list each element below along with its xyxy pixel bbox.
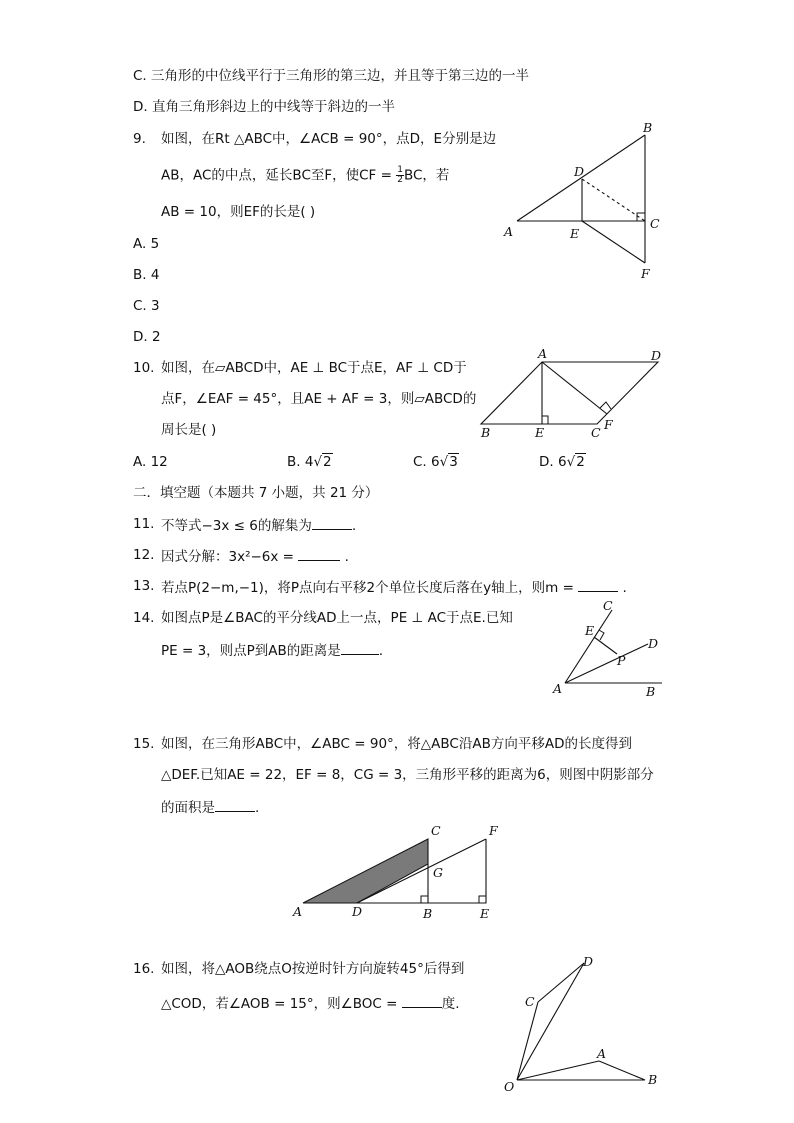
q15-label-f: F [489, 823, 498, 838]
q13-number: 13. [133, 578, 155, 594]
q15-line1: 如图，在三角形ABC中，∠ABC = 90°，将△ABC沿AB方向平移AD的长度得到 [161, 736, 632, 752]
section-fill-in-title: 二．填空题（本题共 7 小题，共 21 分） [133, 485, 379, 501]
q8-option-d: D. 直角三角形斜边上的中线等于斜边的一半 [133, 99, 395, 115]
q10-option-b-pre: B. 4 [287, 454, 314, 470]
q9-label-d: D [574, 164, 585, 179]
q9-fraction [396, 166, 404, 185]
q15-label-c: C [431, 823, 441, 838]
q14-label-d: D [648, 636, 659, 651]
q16-segment-OA [517, 1061, 599, 1080]
q14-label-c: C [603, 598, 613, 613]
q16-line1: 如图，将△AOB绕点O按逆时针方向旋转45°后得到 [161, 961, 465, 977]
q12-line [161, 546, 349, 566]
q9-line2 [161, 166, 449, 185]
q15-label-e: E [480, 906, 490, 921]
q11-end: . [351, 518, 357, 534]
q10-label-d: D [651, 348, 662, 363]
q14-end: . [378, 643, 384, 659]
q9-figure [500, 118, 680, 288]
q12-text: 因式分解：3x²−6x = [161, 549, 299, 565]
q15-shaded-region [303, 839, 428, 903]
q15-figure [290, 820, 510, 925]
q10-right-angle-f [600, 402, 611, 409]
q10-option-d-radical-sign: √ [566, 454, 576, 470]
q14-label-b: B [646, 684, 656, 699]
q10-option-c [413, 453, 459, 471]
q10-segment-AF [542, 362, 607, 414]
q10-option-a: A. 12 [133, 454, 168, 470]
q9-label-e: E [570, 226, 580, 241]
q8-option-c: C. 三角形的中位线平行于三角形的第三边，并且等于第三边的一半 [133, 68, 530, 84]
q10-line2: 点F，∠EAF = 45°，且AE + AF = 3，则▱ABCD的 [161, 391, 477, 407]
q10-parallelogram [481, 362, 658, 424]
q13-line [161, 577, 627, 597]
q15-answer-blank[interactable] [215, 797, 255, 812]
q10-option-b-radical-sign: √ [313, 454, 323, 470]
q9-frac-num: 1 [397, 165, 403, 175]
q14-text: PE = 3，则点P到AB的距离是 [161, 643, 341, 659]
q14-label-a: A [553, 681, 563, 696]
q15-right-angle-e [479, 896, 486, 903]
q16-line2 [161, 993, 460, 1013]
q15-end: . [255, 800, 260, 816]
q9-label-c: C [650, 216, 660, 231]
q9-line2a: AB，AC的中点，延长BC至F，使CF = [161, 167, 392, 184]
q9-line1: 如图，在Rt △ABC中，∠ACB = 90°，点D，E分别是边 [161, 131, 497, 147]
q16-figure [495, 950, 670, 1100]
q9-segment-DC [582, 179, 645, 221]
q15-text: 的面积是 [161, 800, 215, 816]
q12-answer-blank[interactable] [298, 546, 340, 561]
q15-label-b: B [423, 906, 433, 921]
q9-label-b: B [643, 120, 653, 135]
q10-number: 10. [133, 360, 155, 376]
q9-number: 9. [133, 131, 146, 147]
q15-right-angle-b [421, 896, 428, 903]
q16-label-d: D [583, 954, 594, 969]
q14-segment-PE [594, 637, 617, 654]
q16-label-o: O [504, 1079, 515, 1094]
q14-number: 14. [133, 610, 155, 626]
q12-number: 12. [133, 547, 155, 563]
q11-number: 11. [133, 516, 155, 532]
q9-line3: AB = 10，则EF的长是( ) [161, 204, 316, 220]
q9-option-a: A. 5 [133, 236, 160, 252]
q14-line2 [161, 640, 383, 660]
q15-number: 15. [133, 736, 155, 752]
q10-option-c-radicand: 3 [449, 454, 458, 470]
q9-option-d: D. 2 [133, 329, 161, 345]
q15-label-a: A [293, 904, 303, 919]
q10-option-d-pre: D. 6 [539, 454, 567, 470]
q10-label-e: E [535, 425, 545, 440]
q16-answer-blank[interactable] [402, 993, 442, 1008]
q9-segment-EF [582, 221, 645, 263]
q16-label-b: B [648, 1072, 658, 1087]
q14-answer-blank[interactable] [341, 640, 379, 655]
q16-label-a: A [597, 1046, 607, 1061]
q9-label-f: F [641, 266, 650, 281]
q13-text: 若点P(2−m,−1)，将P点向右平移2个单位长度后落在y轴上，则m = [161, 580, 579, 596]
q13-answer-blank[interactable] [578, 577, 618, 592]
q14-label-e: E [585, 623, 595, 638]
q16-end: 度. [441, 996, 460, 1012]
q16-number: 16. [133, 961, 155, 977]
q11-answer-blank[interactable] [312, 515, 352, 530]
q10-label-f: F [604, 417, 613, 432]
q14-figure [550, 595, 670, 700]
q9-label-a: A [504, 224, 514, 239]
q10-option-b-radicand: 2 [323, 454, 332, 470]
q16-segment-CD [538, 963, 584, 1002]
q16-segment-OC [517, 1002, 538, 1080]
q10-option-c-radical-sign: √ [439, 454, 449, 470]
q10-figure [470, 345, 670, 445]
q10-label-c: C [591, 425, 601, 440]
q12-end: . [344, 549, 349, 565]
q11-text: 不等式−3x ≤ 6的解集为 [161, 518, 312, 534]
q16-label-c: C [525, 994, 535, 1009]
q10-option-c-pre: C. 6 [413, 454, 440, 470]
q10-option-b [287, 453, 333, 471]
q9-option-c: C. 3 [133, 298, 160, 314]
q9-line2b: BC，若 [403, 167, 450, 184]
q16-text: △COD，若∠AOB = 15°，则∠BOC = [161, 996, 402, 1012]
q15-label-d: D [352, 904, 363, 919]
q10-option-d-radicand: 2 [576, 454, 585, 470]
q10-label-a: A [538, 346, 548, 361]
q10-right-angle-e [542, 416, 548, 424]
q13-end: . [622, 580, 627, 596]
q9-option-b: B. 4 [133, 267, 160, 283]
q15-label-g: G [433, 865, 443, 880]
q14-line1: 如图点P是∠BAC的平分线AD上一点，PE ⊥ AC于点E.已知 [161, 610, 513, 626]
q14-label-p: P [617, 653, 626, 668]
q11-line [161, 515, 356, 535]
q16-segment-AB [599, 1061, 645, 1080]
q14-right-angle-mark [599, 630, 604, 640]
q10-label-b: B [481, 425, 491, 440]
q10-line3: 周长是( ) [161, 422, 217, 438]
q15-line2: △DEF.已知AE = 22，EF = 8，CG = 3，三角形平移的距离为6，则图中阴影部分 [161, 767, 654, 783]
q16-segment-OD [517, 963, 584, 1080]
q15-line3 [161, 797, 259, 817]
q10-line1: 如图，在▱ABCD中，AE ⊥ BC于点E，AF ⊥ CD于 [161, 360, 467, 376]
q10-option-d [539, 453, 586, 471]
q9-frac-den: 2 [397, 175, 403, 185]
